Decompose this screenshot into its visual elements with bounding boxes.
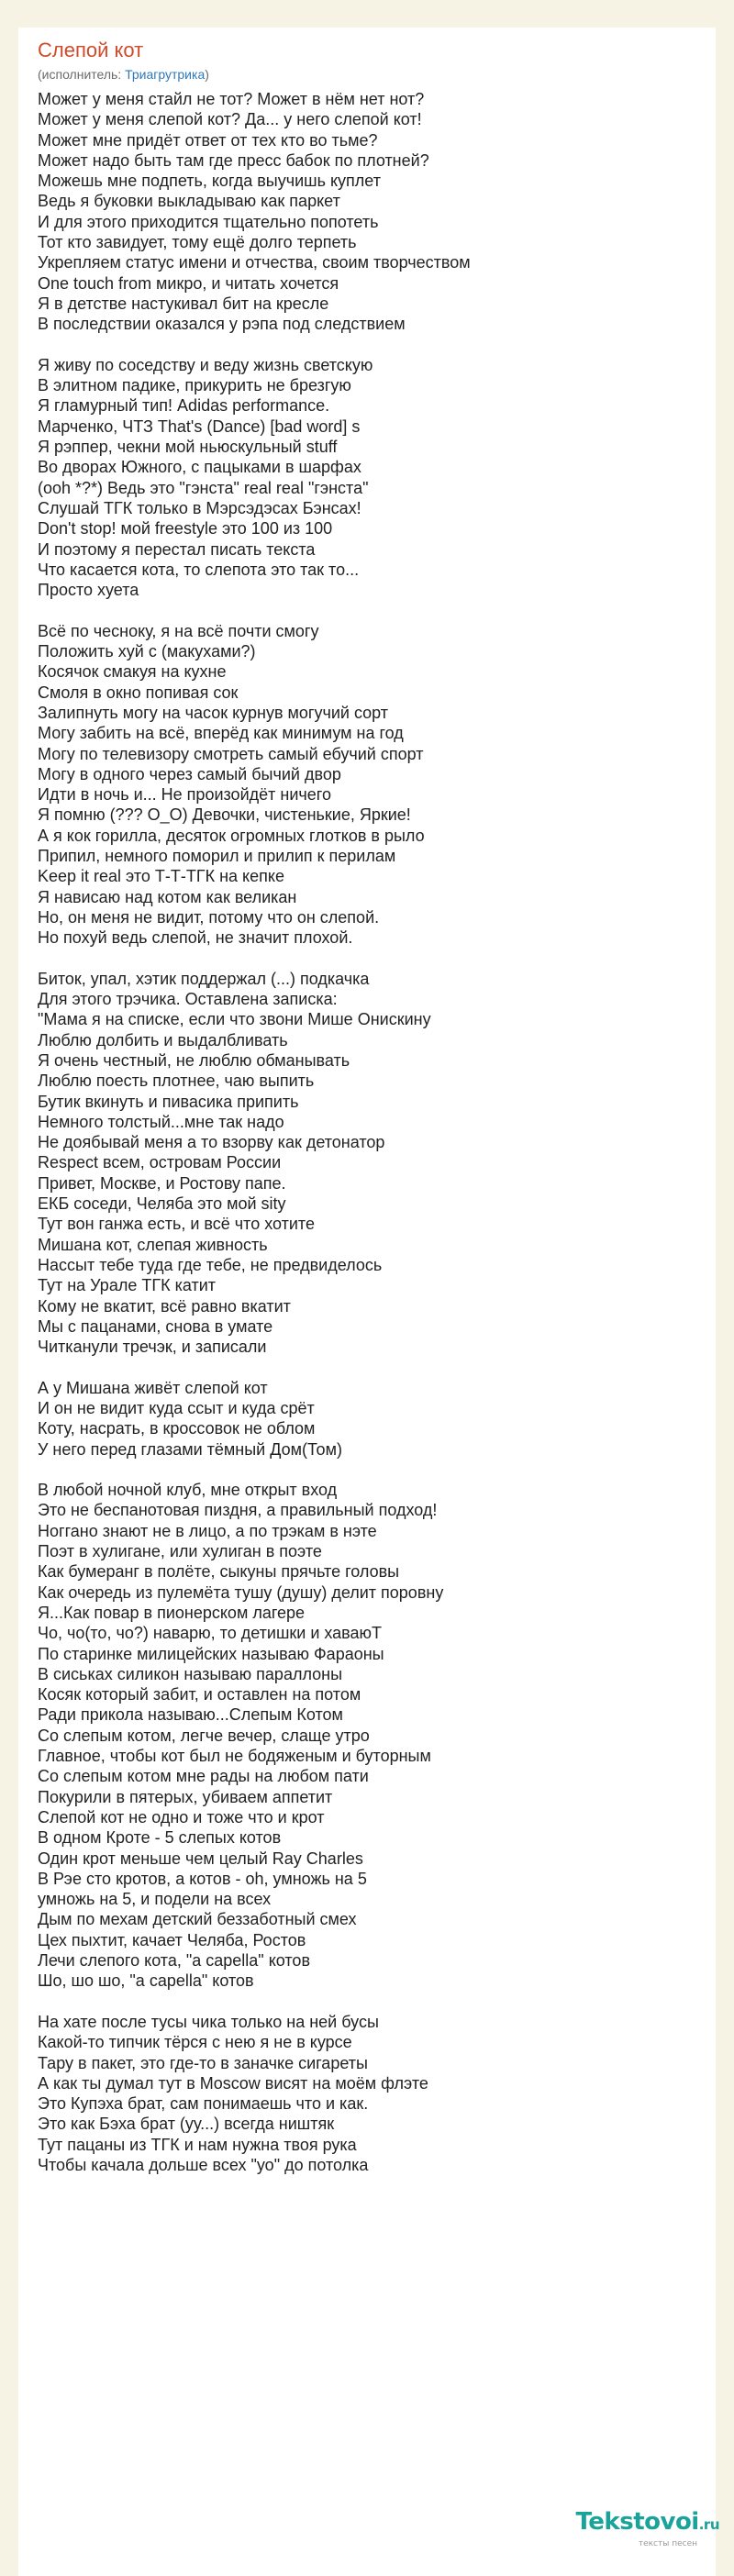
lyric-line: Можешь мне подпеть, когда выучишь куплет [38,172,381,191]
lyric-line: Главное, чтобы кот был не бодяженым и буторным [38,1747,431,1766]
logo-tld: .ru [698,2516,719,2533]
site-logo[interactable] [576,2509,719,2549]
lyric-line: И он не видит куда ссыт и куда срёт [38,1399,315,1417]
lyric-line: Может мне придёт ответ от тех кто во тьме? [38,130,378,150]
lyric-line: Нассыт тебе туда где тебе, не предвиделось [38,1255,383,1274]
lyric-line: В любой ночной клуб, мне открыт вход [38,1481,338,1500]
lyric-line: Но похуй ведь слепой, не значит плохой. [38,928,353,948]
lyric-line: Может у меня стайл не тот? Может в нём нет нот? [38,90,425,108]
lyric-line: Это не беспанотовая пиздня, а правильный подход! [38,1501,438,1520]
lyric-line: Просто хуета [38,581,139,600]
lyric-line: В элитном падике, прикурить не брезгую [38,376,351,395]
lyric-line: Слушай ТГК только в Мэрсэдэсах Бэнсах! [38,498,361,517]
performer-prefix: (исполнитель: [38,67,126,82]
lyric-line: Смоля в окно попивая сок [38,683,239,702]
lyric-line: И поэтому я перестал писать текста [38,539,316,559]
stanza-gap [38,948,698,968]
lyric-line: Тару в пакет, это где-то в заначке сигареты [38,2053,368,2072]
lyric-line: В сиськах силикон называю параллоны [38,1664,343,1683]
lyric-line: Люблю поесть плотнее, чаю выпить [38,1071,315,1091]
lyric-line: Дым по мехам детский беззаботный смех [38,1910,357,1929]
lyric-line: Ведь я буковки выкладываю как паркет [38,192,340,211]
lyric-line: Во дворах Южного, с пацыками в шарфах [38,458,361,477]
lyric-line: Тут вон ганжа есть, и всё что хотите [38,1215,315,1234]
lyric-line: Я живу по соседству и веду жизнь светскую [38,355,373,374]
lyric-line: Могу забить на всё, вперёд как минимум на год [38,724,404,743]
lyric-line: Косяк который забит, и оставлен на потом [38,1685,361,1704]
lyric-line: Мишана кот, слепая живность [38,1235,268,1254]
lyric-line: Respect всем, островам России [38,1153,282,1172]
lyric-line: Косячок смакуя на кухне [38,662,227,682]
lyric-line: Кому не вкатит, всё равно вкатит [38,1296,291,1316]
lyric-line: Укрепляем статус имени и отчества, своим творчеством [38,253,471,272]
logo-tagline: тексты песен [638,2539,697,2548]
lyric-line: Поэт в хулигане, или хулиган в поэте [38,1542,322,1561]
lyric-line: Что касается кота, то слепота это так то... [38,560,360,579]
lyric-line: Припил, немного поморил и прилип к перилам [38,846,396,865]
lyric-line: Я очень честный, не люблю обманывать [38,1050,350,1070]
performer-line [38,66,209,83]
lyric-line: Всё по чесноку, я на всё почти смогу [38,621,319,640]
lyric-line: А как ты думал тут в Moscow висят на моём флэте [38,2073,428,2093]
lyric-line: По старинке милицейских называю Фараоны [38,1644,384,1663]
lyrics-card [18,28,716,2576]
lyric-line: Как очередь из пулемёта тушу (душу) делит поровну [38,1582,444,1602]
lyric-line: Тут на Урале ТГК катит [38,1276,217,1295]
lyric-line: Слепой кот не одно и тоже что и крот [38,1807,325,1827]
lyric-line: Положить хуй с (макухами?) [38,642,256,661]
lyric-line: Биток, упал, хэтик поддержал (...) подкачка [38,969,370,988]
lyric-line: В одном Кроте - 5 слепых котов [38,1828,282,1848]
lyric-line: А я кок горилла, десяток огромных глотков в рыло [38,826,425,845]
lyric-line: Может надо быть там где пресс бабок по плотней? [38,150,429,170]
artist-link[interactable]: Триагрутрика [125,67,206,82]
lyrics-text [38,89,698,2175]
lyric-line: Идти в ночь и... Не произойдёт ничего [38,785,331,805]
lyric-line: На хате после тусы чика только на ней бусы [38,2012,379,2031]
lyric-line: Немного толстый...мне так надо [38,1112,284,1131]
lyric-line: Чо, чо(то, чо?) наварю, то детишки и хаваюТ [38,1624,383,1643]
lyric-line: Могу в одного через самый бычий двор [38,764,341,783]
lyric-line: Don't stop! мой freestyle это 100 из 100 [38,519,333,539]
lyric-line: Читканули тречэк, и записали [38,1338,267,1357]
lyric-line: Со слепым котом, легче вечер, слаще утро [38,1726,370,1745]
lyric-line: Люблю долбить и выдалбливать [38,1030,288,1049]
lyric-line: Ноггано знают не в лицо, а по трэкам в нэте [38,1521,377,1540]
lyric-line: Я нависаю над котом как великан [38,887,297,906]
lyric-line: Ради прикола называю...Слепым Котом [38,1705,343,1725]
lyric-line: Тот кто завидует, тому ещё долго терпеть [38,233,357,252]
lyric-line: Могу по телевизору смотреть самый ебучий спорт [38,744,424,763]
stanza-gap [38,600,698,620]
lyric-line: Я помню (??? О_О) Девочки, чистенькие, Яркие! [38,805,411,825]
lyric-line: Цех пыхтит, качает Челяба, Ростов [38,1930,306,1949]
lyric-line: Покурили в пятерых, убиваем аппетит [38,1787,333,1806]
lyric-line: А у Мишана живёт слепой кот [38,1378,268,1397]
lyric-line: ЕКБ соседи, Челяба это мой sity [38,1194,286,1214]
lyric-line: (ooh *?*) Ведь это "гэнста" real real "гэнста" [38,478,369,497]
lyric-line: Keep it real это Т-Т-ТГК на кепке [38,867,284,886]
lyric-line: Это Купэха брат, сам понимаешь что и как. [38,2094,369,2114]
lyric-line: В Рэе сто кротов, а котов - oh, умножь на 5 [38,1869,367,1888]
lyric-line: Тут пацаны из ТГК и нам нужна твоя рука [38,2135,357,2154]
lyric-line: Один крот меньше чем целый Ray Charles [38,1849,363,1868]
lyric-line: Мы с пацанами, снова в умате [38,1316,273,1336]
stanza-gap [38,1460,698,1480]
logo-name: Tekstovoi [575,2508,699,2536]
lyric-line: One touch from микро, и читать хочется [38,273,339,293]
lyric-line: Не доябывай меня а то взорву как детонатор [38,1133,385,1152]
song-title: Слепой кот [38,39,144,61]
lyric-line: Для этого трэчика. Оставлена записка: [38,990,338,1009]
lyric-line: умножь на 5, и подели на всех [38,1890,272,1909]
lyric-line: У него перед глазами тёмный Дом(Том) [38,1439,342,1459]
stanza-gap [38,1992,698,2012]
stanza-gap [38,1357,698,1377]
lyric-line: Привет, Москве, и Ростову папе. [38,1173,286,1193]
stanza-gap [38,335,698,355]
lyric-line: Какой-то типчик тёрся с нею я не в курсе [38,2033,352,2052]
lyric-line: Может у меня слепой кот? Да... у него слепой кот! [38,110,422,129]
lyric-line: Я...Как повар в пионерском лагере [38,1603,306,1622]
performer-suffix: ) [205,67,209,82]
lyric-line: Бутик вкинуть и пивасика припить [38,1092,299,1111]
lyric-line: Как бумеранг в полёте, сыкуны прячьте головы [38,1562,400,1582]
lyric-line: Но, он меня не видит, потому что он слепой. [38,907,380,927]
lyric-line: Я гламурный тип! Adidas performance. [38,396,330,416]
lyric-line: Коту, насрать, в кроссовок не облом [38,1419,316,1438]
lyric-line: Шо, шо шо, "a capella" котов [38,1971,254,1991]
lyric-line: Чтобы качала дольше всех "уо" до потолка [38,2155,369,2174]
lyric-line: Со слепым котом мне рады на любом пати [38,1767,369,1786]
lyric-line: В последствии оказался у рэпа под следствием [38,315,406,334]
lyric-line: Я рэппер, чекни мой ньюскульный stuff [38,438,338,457]
logo-wordmark [576,2509,719,2537]
lyric-line: Залипнуть могу на часок курнув могучий сорт [38,703,389,722]
lyric-line: "Мама я на списке, если что звони Мише Онискину [38,1010,431,1029]
lyric-line: И для этого приходится тщательно попотеть [38,212,379,231]
lyric-line: Марченко, ЧТЗ That's (Dance) [bad word] s [38,416,361,436]
lyric-line: Лечи слепого кота, "a capella" котов [38,1951,310,1971]
lyric-line: Это как Бэха брат (уу...) всегда ништяк [38,2115,335,2134]
lyric-line: Я в детстве настукивал бит на кресле [38,294,329,313]
